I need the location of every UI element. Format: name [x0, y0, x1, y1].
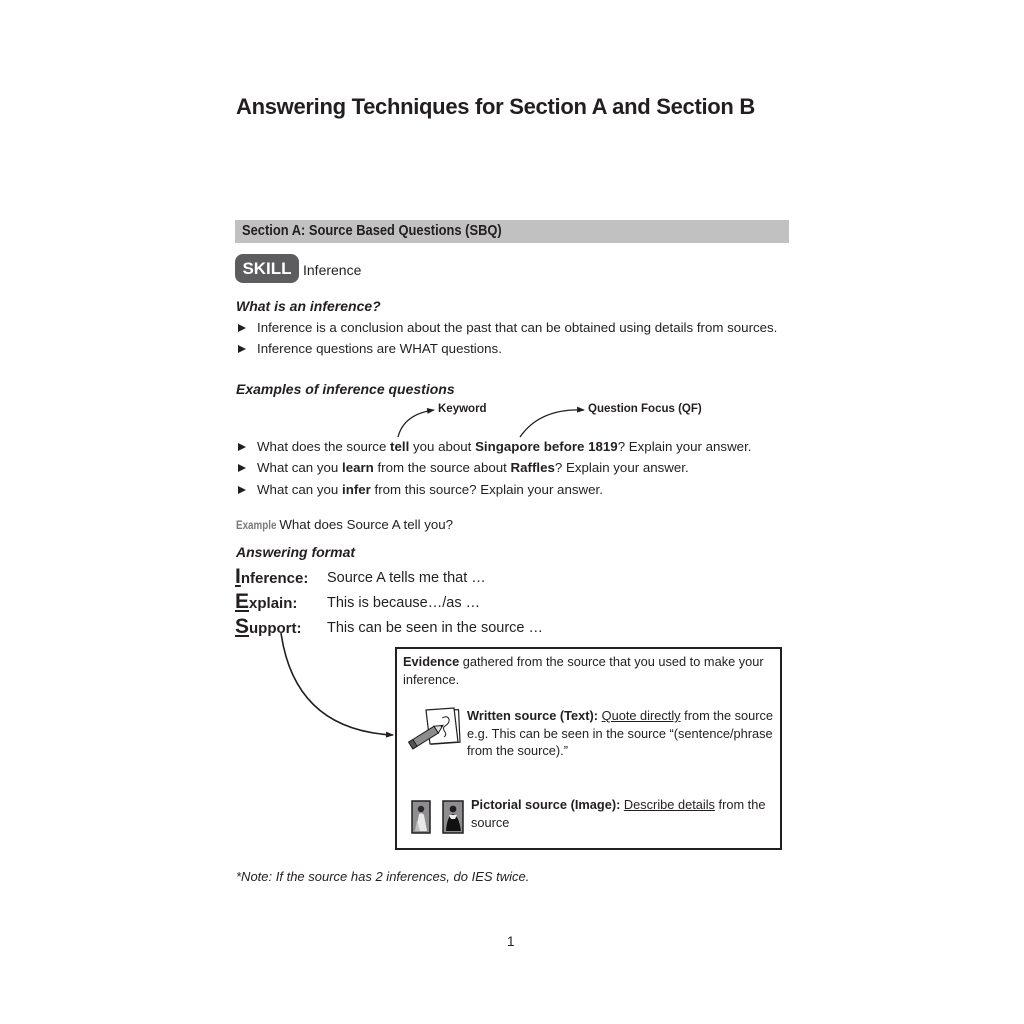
keyword-arrow [398, 410, 434, 437]
ies-inference-desc: Source A tells me that … [327, 570, 486, 586]
note-text: *Note: If the source has 2 inferences, do IES twice. [236, 869, 530, 884]
question-focus-annotation: Question Focus (QF) [588, 403, 702, 415]
example-question: What does the source tell you about Singapore before 1819? Explain your answer. [238, 439, 751, 454]
ies-explain-term: Explain: [235, 590, 298, 613]
question-focus-arrow [520, 410, 584, 437]
example-tag: Example [236, 518, 277, 532]
bullet-item: Inference is a conclusion about the past that can be obtained using details from sources. [238, 320, 777, 335]
keyword-annotation: Keyword [438, 403, 487, 415]
example-question-text: What does Source A tell you? [279, 517, 454, 532]
ies-inference-term: Inference: [235, 565, 309, 588]
skill-name: Inference [303, 262, 362, 278]
ies-support-desc: This can be seen in the source … [327, 620, 544, 636]
what-is-heading: What is an inference? [236, 298, 381, 314]
ies-support-term: Support: [235, 615, 302, 638]
page-number: 1 [507, 934, 515, 949]
answering-format-heading: Answering format [236, 544, 356, 560]
examples-heading: Examples of inference questions [236, 381, 455, 397]
ies-explain-desc: This is because…/as … [327, 595, 481, 611]
section-header-text: Section A: Source Based Questions (SBQ) [242, 222, 502, 239]
page-title: Answering Techniques for Section A and Section B [236, 94, 755, 119]
skill-badge: SKILL [235, 254, 299, 283]
evidence-intro: Evidence gathered from the source that you used to make your inference. [403, 654, 764, 687]
example-question: What can you infer from this source? Explain your answer. [238, 482, 603, 497]
support-to-evidence-arrow [281, 633, 393, 735]
written-source-text: Written source (Text): Quote directly from the source e.g. This can be seen in the source “(sentence/phrase from the source).” [467, 708, 774, 758]
example-question: What can you learn from the source about Raffles? Explain your answer. [238, 460, 689, 475]
bullet-item: Inference questions are WHAT questions. [238, 341, 502, 356]
pictorial-source-text: Pictorial source (Image): Describe details from the source [471, 797, 766, 830]
